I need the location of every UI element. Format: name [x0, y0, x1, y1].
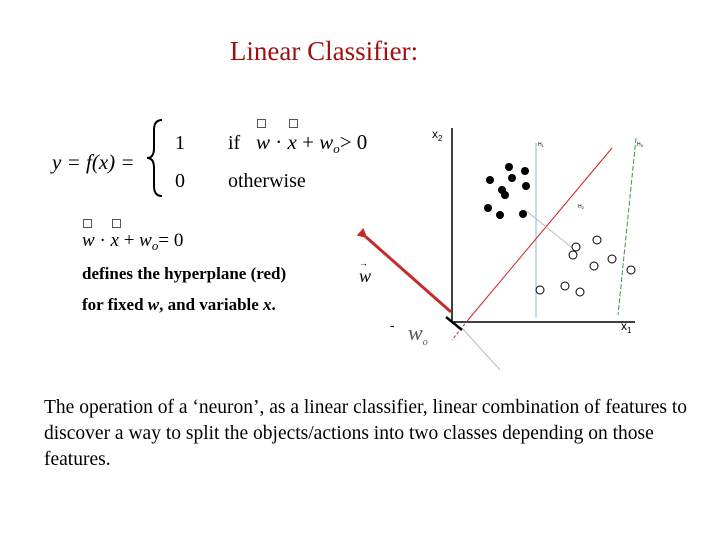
- class-a-point: [505, 163, 513, 171]
- class-a-point: [521, 167, 529, 175]
- h2-label: $H_2$: [578, 204, 584, 210]
- class-b-point: [627, 266, 635, 274]
- data-points: [484, 163, 635, 296]
- case2-otherwise: otherwise: [228, 170, 306, 192]
- class-b-point: [572, 243, 580, 251]
- class-a-point: [508, 174, 516, 182]
- hyperplane-green: [618, 138, 636, 315]
- class-a-point: [522, 182, 530, 190]
- slide-title: Linear Classifier:: [229, 36, 419, 66]
- x1-axis-label: $x_1$: [621, 319, 632, 335]
- case1-condition: w · $x + w_o> 0$: [256, 130, 367, 157]
- class-a-point: [519, 210, 527, 218]
- hyperplane-desc: defines the hyperplane (red): [82, 264, 287, 283]
- class-a-point: [496, 211, 504, 219]
- case2-value: 0: [175, 170, 185, 192]
- h1-label: $H_1$: [538, 142, 544, 148]
- guide-line: [525, 210, 575, 250]
- class-b-point: [608, 255, 616, 263]
- equation-lhs: y = f(x) =: [52, 150, 135, 174]
- class-a-point: [501, 191, 509, 199]
- class-b-point: [593, 236, 601, 244]
- class-b-point: [576, 288, 584, 296]
- minus-label: -: [390, 317, 395, 333]
- class-a-point: [486, 176, 494, 184]
- class-b-point: [536, 286, 544, 294]
- guide-line-2: [462, 328, 500, 370]
- case1-value: 1: [175, 132, 185, 154]
- w-vector-label: w: [359, 266, 372, 286]
- caption-text: The operation of a ‘neuron’, as a linear classifier, linear combination of features to discover a way to split the objects/actions into two classes depending on those features.: [44, 397, 687, 470]
- h3-label: $H_3$: [637, 142, 643, 148]
- hyperplane-equation: w · $x + w_o= 0$: [82, 230, 183, 254]
- wo-label: $w_o$: [408, 320, 428, 348]
- w-vector-label-arrow: →: [359, 258, 368, 268]
- w-vector-arrow: [366, 237, 451, 312]
- case1-if: if: [228, 132, 241, 154]
- class-b-point: [569, 251, 577, 259]
- class-a-point: [484, 204, 492, 212]
- wo-segment: [446, 317, 462, 330]
- x2-axis-label: $x_2$: [432, 127, 443, 143]
- class-b-point: [590, 262, 598, 270]
- class-b-point: [561, 282, 569, 290]
- fixed-w-desc: for fixed w, and variable x.: [82, 295, 276, 314]
